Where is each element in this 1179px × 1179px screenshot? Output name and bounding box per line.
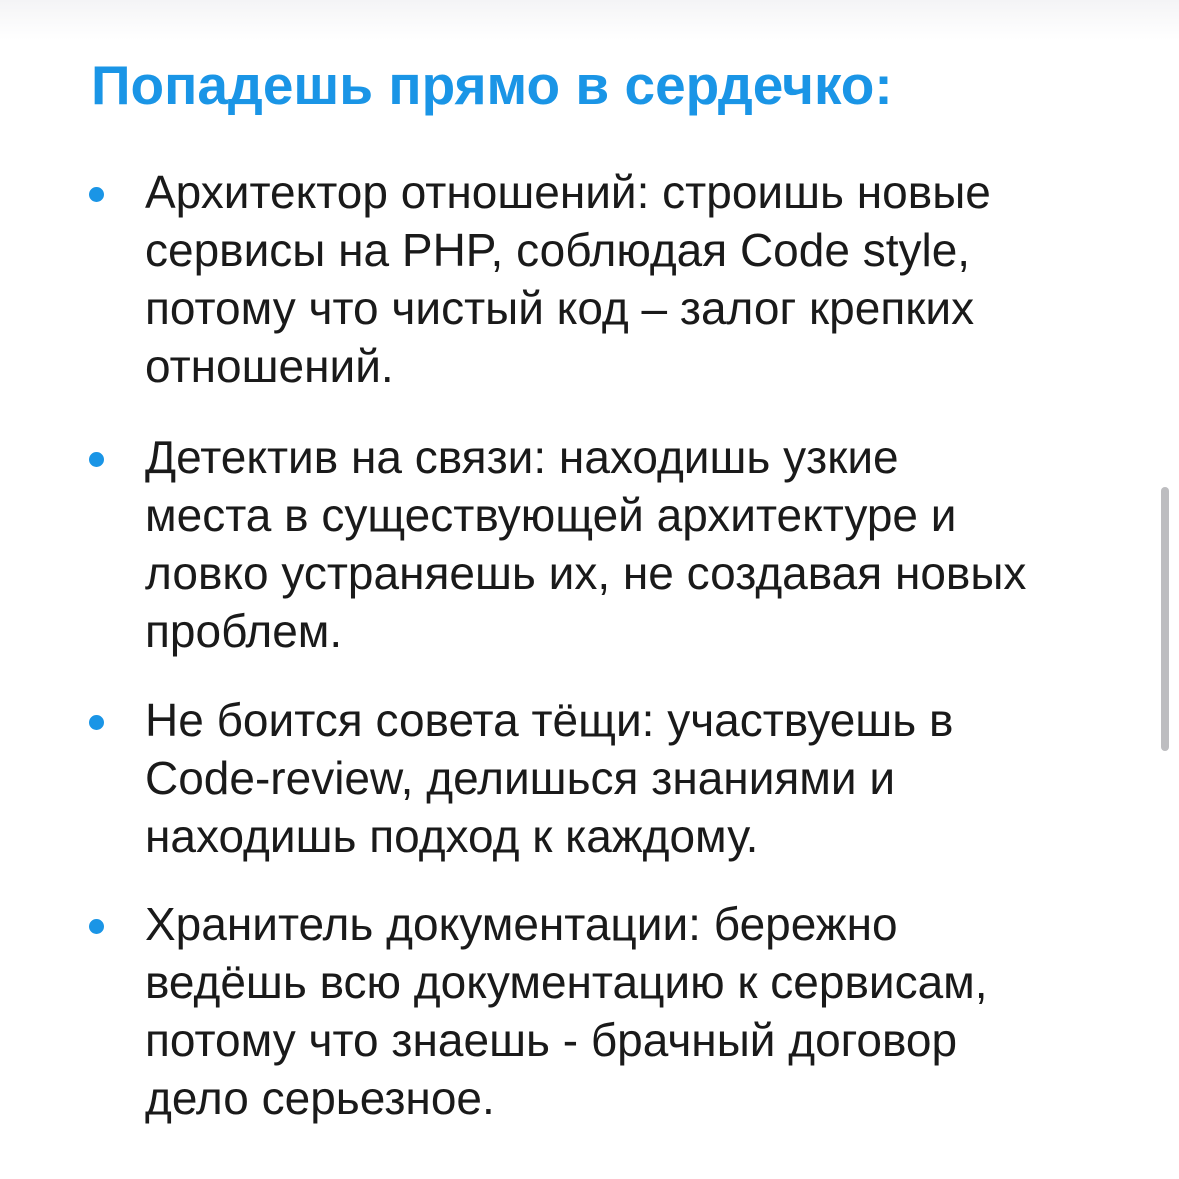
section-heading: Попадешь прямо в сердечко: — [91, 54, 893, 116]
list-item-text: Хранитель документации: бережно ведёшь всю документацию к сервисам, потому что знаешь - брачный договор дело серьезное. — [145, 898, 988, 1124]
list-item-text: Не боится совета тёщи: участвуешь в Code-review, делишься знаниями и находишь подход к каждому. — [145, 694, 954, 862]
vertical-scrollbar[interactable] — [1161, 487, 1169, 751]
bullet-icon — [89, 715, 104, 730]
bullet-icon — [89, 187, 104, 202]
list-item-text: Детектив на связи: находишь узкие места в существующей архитектуре и ловко устраняешь их, не создавая новых проблем. — [145, 431, 1027, 657]
list-item-text: Архитектор отношений: строишь новые сервисы на PHP, соблюдая Code style, потому что чистый код – залог крепких отношений. — [145, 166, 991, 392]
bullet-icon — [89, 452, 104, 467]
bullet-icon — [89, 919, 104, 934]
top-fade — [0, 0, 1179, 40]
